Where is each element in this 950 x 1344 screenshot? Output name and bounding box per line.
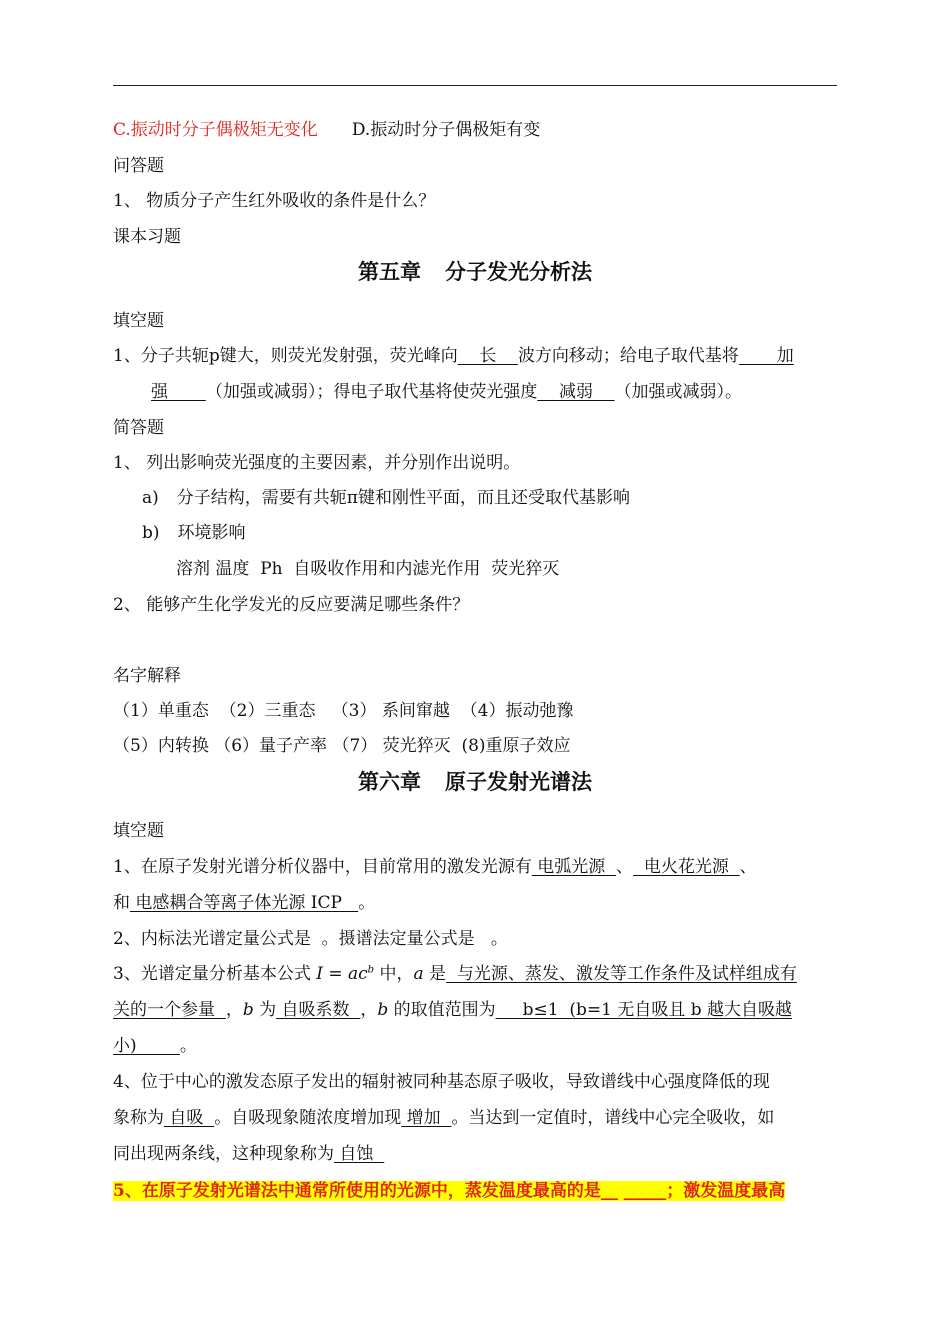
chapter5-heading bbox=[0, 259, 950, 285]
ch6-f1-sep1: 、 bbox=[616, 857, 634, 877]
list-label-a: a) bbox=[142, 488, 159, 508]
ch6-f3-text-a: 3、光谱定量分析基本公式 bbox=[113, 964, 317, 984]
ch6-f3-blank3a: b≤1 (b=1 无自吸且 b 越大自吸越 bbox=[495, 1000, 793, 1020]
ch6-fill-1-line1 bbox=[113, 856, 757, 878]
qa-heading: 问答题 bbox=[113, 156, 164, 176]
ch5-short-2: 2、 能够产生化学发光的反应要满足哪些条件？ bbox=[113, 595, 470, 615]
chapter6-number: 第六章 bbox=[358, 770, 421, 794]
ch5-terms-row-2: （5）内转换 （6）量子产率 （7） 荧光猝灭 (8)重原子效应 bbox=[113, 736, 571, 756]
ch6-f1-sep2: 、 bbox=[739, 857, 757, 877]
chapter6-title: 原子发射光谱法 bbox=[445, 770, 592, 794]
ch5-fill1-text-b: 波方向移动；给电子取代基将 bbox=[517, 346, 739, 366]
ch6-f1-blank1: 电弧光源 bbox=[531, 857, 617, 877]
formula-eq: = bbox=[322, 964, 349, 984]
ch6-f4-blank1: 自吸 bbox=[164, 1108, 215, 1128]
header-rule bbox=[113, 85, 837, 86]
ch5-fill1-text-a: 1、分子共轭p键大，则荧光发射强，荧光峰向 bbox=[113, 346, 458, 366]
ch5-short-1a bbox=[142, 487, 630, 509]
ch6-f4-text-c: 。自吸现象随浓度增加现 bbox=[214, 1108, 402, 1128]
ch5-fill-heading: 填空题 bbox=[113, 311, 164, 331]
textbook-label: 课本习题 bbox=[113, 227, 181, 247]
ch6-fill-4-line1: 4、位于中心的激发态原子发出的辐射被同种基态原子吸收，导致谱线中心强度降低的现 bbox=[113, 1072, 770, 1092]
list-text-a: 分子结构，需要有共轭π键和刚性平面，而且还受取代基影响 bbox=[176, 488, 630, 508]
formula-exponent: b bbox=[367, 964, 375, 976]
ch6-f3-blank2: 自吸系数 bbox=[276, 1000, 361, 1020]
ch6-f3-text-b: 中， bbox=[374, 964, 414, 984]
list-text-b: 环境影响 bbox=[177, 523, 246, 543]
ch5-short-1: 1、 列出影响荧光强度的主要因素，并分别作出说明。 bbox=[113, 453, 521, 473]
ch6-f4-blank2: 增加 bbox=[401, 1108, 452, 1128]
formula-lhs: I bbox=[316, 964, 323, 984]
ch6-f1-end: 。 bbox=[358, 893, 376, 913]
ch6-f4-text-e: 同出现两条线，这种现象称为 bbox=[113, 1144, 334, 1164]
ch6-f4-text-d: 。当达到一定值时，谱线中心完全吸收，如 bbox=[451, 1108, 775, 1128]
var-b-2: b bbox=[377, 1000, 389, 1020]
ch5-fill1-blank2b: 强 bbox=[151, 382, 206, 402]
ch6-f1-blank3: 电感耦合等离子体光源 ICP bbox=[130, 893, 359, 913]
list-label-b: b) bbox=[142, 523, 160, 543]
ch6-f3-blank3b: 小) bbox=[113, 1036, 180, 1056]
ch6-fill-3-line2 bbox=[113, 999, 792, 1021]
ch5-fill1-text-c: （加强或减弱）；得电子取代基将使荧光强度 bbox=[205, 382, 538, 402]
ch6-fill-3-line1 bbox=[113, 963, 797, 985]
ch5-short-1b bbox=[142, 522, 246, 544]
ch6-f1-text-a: 1、在原子发射光谱分析仪器中，目前常用的激发光源有 bbox=[113, 857, 532, 877]
ch6-f3-text-d: ， bbox=[225, 1000, 243, 1020]
chapter5-title: 分子发光分析法 bbox=[445, 260, 592, 284]
ch5-fill1-blank2a: 加 bbox=[738, 346, 794, 366]
ch6-f4-text-b: 象称为 bbox=[113, 1108, 164, 1128]
ch6-fill-5 bbox=[113, 1180, 785, 1202]
ch6-fill-heading: 填空题 bbox=[113, 821, 164, 841]
var-a: a bbox=[413, 964, 424, 984]
ch6-f3-blank1a: 与光源、蒸发、激发等工作条件及试样组成有 bbox=[446, 964, 797, 984]
ch5-fill1-blank1: 长 bbox=[457, 346, 518, 366]
ch6-f4-blank3: 自蚀 bbox=[334, 1144, 385, 1164]
option-d: D.振动时分子偶极矩有变 bbox=[351, 120, 541, 140]
ch6-f3-text-f: ， bbox=[360, 1000, 378, 1020]
chapter6-heading bbox=[0, 769, 950, 795]
ch6-fill-4-line3 bbox=[113, 1143, 384, 1165]
ch6-f3-text-c: 是 bbox=[423, 964, 447, 984]
option-line bbox=[113, 119, 540, 141]
ch5-fill1-blank3: 减弱 bbox=[537, 382, 615, 402]
ch6-f3-blank1b: 关的一个参量 bbox=[113, 1000, 226, 1020]
ch6-f3-text-e: 为 bbox=[253, 1000, 277, 1020]
ch6-fill-3-line3 bbox=[113, 1035, 197, 1057]
ch6-fill-2: 2、内标法光谱定量公式是 。摄谱法定量公式是 。 bbox=[113, 929, 508, 949]
ch6-f1-blank2: 电火花光源 bbox=[633, 857, 740, 877]
ch5-terms-heading: 名字解释 bbox=[113, 666, 181, 686]
ch6-f3-end: 。 bbox=[179, 1036, 197, 1056]
ch6-fill-4-line2 bbox=[113, 1107, 774, 1129]
ch5-fill-1-line2 bbox=[151, 381, 742, 403]
var-b-1: b bbox=[242, 1000, 254, 1020]
ch6-f3-text-g: 的取值范围为 bbox=[388, 1000, 496, 1020]
option-c: C.振动时分子偶极矩无变化 bbox=[113, 120, 318, 140]
ch6-f5-highlighted: 5、在原子发射光谱法中通常所使用的光源中，蒸发温度最高的是__ _____；激发温度最高 bbox=[113, 1181, 786, 1201]
ch6-f1-text-b: 和 bbox=[113, 893, 130, 913]
ch5-short-heading: 简答题 bbox=[113, 418, 164, 438]
ch6-fill-1-line2 bbox=[113, 892, 375, 914]
qa-question-1: 1、 物质分子产生红外吸收的条件是什么？ bbox=[113, 191, 436, 211]
formula-rhs: ac bbox=[348, 964, 368, 984]
ch5-fill-1-line1 bbox=[113, 345, 794, 367]
chapter5-number: 第五章 bbox=[358, 260, 421, 284]
ch5-terms-row-1: （1）单重态 （2）三重态 （3） 系间窜越 （4）振动弛豫 bbox=[113, 701, 574, 721]
ch5-short-1b-detail: 溶剂 温度 Ph 自吸收作用和内滤光作用 荧光猝灭 bbox=[176, 559, 560, 579]
ch5-fill1-text-d: （加强或减弱）。 bbox=[614, 382, 743, 402]
